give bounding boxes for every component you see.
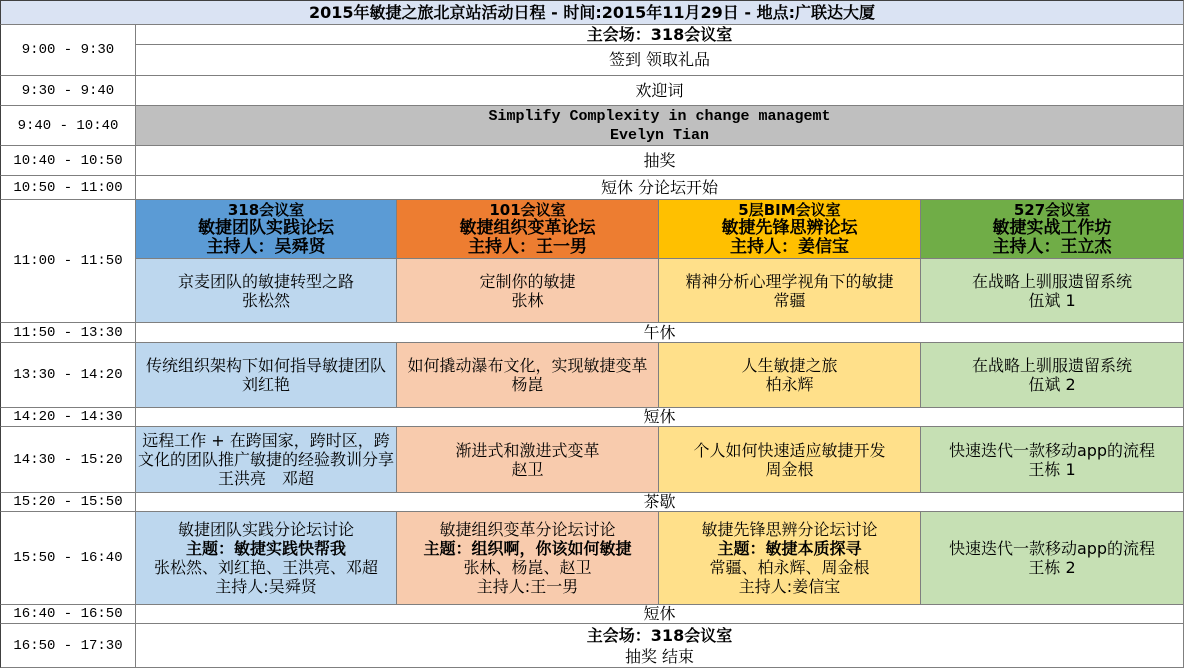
time-slot: 15:20 - 15:50 — [0, 493, 136, 512]
lunch-break-cell: 午休 — [136, 323, 1184, 343]
session-speaker: 伍斌 2 — [1028, 375, 1076, 394]
time-slot: 13:30 - 14:20 — [0, 343, 136, 408]
closing-text: 抽奖 结束 — [624, 646, 695, 666]
session-cell — [921, 259, 1184, 323]
session-cell — [136, 259, 397, 323]
discussion-panel: 常疆、柏永辉、周金根 — [709, 558, 870, 577]
session-cell — [136, 343, 397, 408]
session-speaker: 王栋 1 — [1028, 459, 1076, 479]
keynote-title: Simplify Complexity in change managemt — [488, 107, 831, 125]
session-speaker: 杨崑 — [511, 375, 544, 394]
forum-name: 敏捷先锋思辨论坛 — [721, 218, 858, 238]
session-title: 人生敏捷之旅 — [741, 356, 838, 375]
forums-start-cell: 短休 分论坛开始 — [136, 176, 1184, 200]
session-speaker: 柏永辉 — [765, 375, 814, 394]
forum-room: 318会议室 — [227, 201, 305, 219]
time-slot: 14:20 - 14:30 — [0, 408, 136, 427]
discussion-title: 敏捷先锋思辨分论坛讨论 — [701, 520, 878, 539]
session-cell — [397, 343, 659, 408]
discussion-cell — [397, 512, 659, 605]
time-slot: 10:50 - 11:00 — [0, 176, 136, 200]
time-slot: 9:00 - 9:30 — [0, 25, 136, 76]
session-speaker: 周金根 — [765, 459, 814, 479]
session-title: 渐进式和激进式变革 — [455, 440, 600, 460]
keynote-cell — [136, 106, 1184, 146]
discussion-cell — [659, 512, 921, 605]
discussion-topic: 主题：敏捷实践快帮我 — [185, 539, 346, 558]
time-slot: 9:40 - 10:40 — [0, 106, 136, 146]
short-break-cell: 短休 — [136, 408, 1184, 427]
tea-break-cell: 茶歇 — [136, 493, 1184, 512]
discussion-panel: 张松然、刘红艳、王洪亮、邓超 — [153, 558, 378, 577]
session-cell — [659, 259, 921, 323]
forum-header-101 — [397, 200, 659, 259]
opening-venue: 主会场：318会议室 — [136, 25, 1184, 45]
session-cell — [397, 427, 659, 493]
session-title: 在战略上驯服遗留系统 — [971, 271, 1132, 291]
discussion-topic: 主题：组织啊，你该如何敏捷 — [423, 539, 632, 558]
closing-cell — [136, 624, 1184, 668]
discussion-cell — [136, 512, 397, 605]
time-slot: 11:50 - 13:30 — [0, 323, 136, 343]
time-slot: 16:50 - 17:30 — [0, 624, 136, 668]
welcome-cell: 欢迎词 — [136, 76, 1184, 106]
schedule-title: 2015年敏捷之旅北京站活动日程 - 时间:2015年11月29日 - 地点:广联达大厦 — [0, 0, 1184, 25]
time-slot: 10:40 - 10:50 — [0, 146, 136, 176]
time-slot: 9:30 - 9:40 — [0, 76, 136, 106]
session-title: 远程工作 + 在跨国家，跨时区，跨文化的团队推广敏捷的经验教训分享 — [137, 431, 394, 469]
session-speaker: 王洪亮 邓超 — [217, 469, 314, 488]
time-slot: 14:30 - 15:20 — [0, 427, 136, 493]
time-slot: 16:40 - 16:50 — [0, 605, 136, 624]
session-cell — [397, 259, 659, 323]
discussion-title: 敏捷组织变革分论坛讨论 — [439, 520, 616, 539]
forum-name: 敏捷团队实践论坛 — [198, 218, 334, 238]
session-cell — [921, 343, 1184, 408]
forum-host: 主持人：吴舜贤 — [206, 237, 326, 257]
short-break-cell: 短休 — [136, 605, 1184, 624]
session-speaker: 伍斌 1 — [1028, 290, 1076, 310]
session-title: 京麦团队的敏捷转型之路 — [177, 271, 354, 291]
discussion-host: 主持人:吴舜贤 — [215, 577, 317, 596]
keynote-speaker: Evelyn Tian — [609, 126, 710, 144]
forum-name: 敏捷组织变革论坛 — [459, 218, 596, 238]
session-speaker: 刘红艳 — [241, 375, 290, 394]
session-title: 传统组织架构下如何指导敏捷团队 — [145, 356, 386, 375]
checkin-cell: 签到 领取礼品 — [136, 45, 1184, 76]
forum-header-bim — [659, 200, 921, 259]
session-title: 快速迭代一款移动app的流程 — [948, 539, 1156, 558]
forum-header-527 — [921, 200, 1184, 259]
session-cell — [136, 427, 397, 493]
discussion-title: 敏捷团队实践分论坛讨论 — [177, 520, 354, 539]
session-title: 个人如何快速适应敏捷开发 — [693, 440, 886, 460]
forum-host: 主持人：姜信宝 — [730, 237, 849, 257]
forum-header-318 — [136, 200, 397, 259]
session-title: 快速迭代一款移动app的流程 — [948, 440, 1156, 460]
forum-host: 主持人：王一男 — [468, 237, 587, 257]
forum-room: 101会议室 — [489, 201, 566, 219]
forum-room: 5层BIM会议室 — [738, 201, 841, 219]
time-slot: 11:00 - 11:50 — [0, 200, 136, 323]
session-speaker: 赵卫 — [511, 459, 544, 479]
session-speaker: 张松然 — [241, 290, 290, 310]
time-slot: 15:50 - 16:40 — [0, 512, 136, 605]
discussion-host: 主持人:王一男 — [476, 577, 579, 596]
session-title: 精神分析心理学视角下的敏捷 — [685, 271, 894, 291]
forum-room: 527会议室 — [1013, 201, 1091, 219]
discussion-host: 主持人:姜信宝 — [738, 577, 841, 596]
closing-venue: 主会场：318会议室 — [586, 625, 733, 645]
discussion-topic: 主题：敏捷本质探寻 — [717, 539, 862, 558]
session-cell — [921, 512, 1184, 605]
session-title: 如何撬动瀑布文化，实现敏捷变革 — [407, 356, 648, 375]
session-cell — [659, 427, 921, 493]
session-cell — [659, 343, 921, 408]
session-title: 在战略上驯服遗留系统 — [971, 356, 1132, 375]
session-speaker: 张林 — [511, 290, 544, 310]
forum-name: 敏捷实战工作坊 — [992, 218, 1112, 238]
session-speaker: 常疆 — [773, 290, 806, 310]
session-speaker: 王栋 2 — [1028, 558, 1076, 577]
session-title: 定制你的敏捷 — [479, 271, 576, 291]
forum-host: 主持人：王立杰 — [992, 237, 1112, 257]
lottery-cell: 抽奖 — [136, 146, 1184, 176]
discussion-panel: 张林、杨崑、赵卫 — [463, 558, 592, 577]
session-cell — [921, 427, 1184, 493]
